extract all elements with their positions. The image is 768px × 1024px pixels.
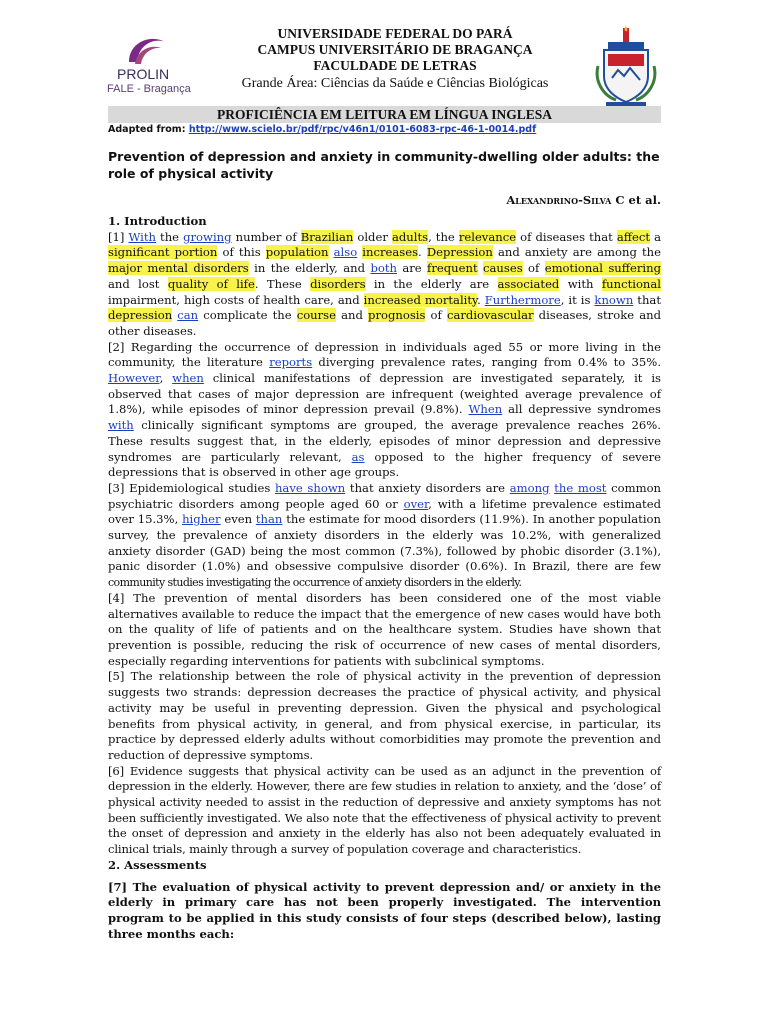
highlighted-term: emotional suffering xyxy=(544,261,662,276)
text-run: a xyxy=(650,229,661,244)
highlighted-term: functional xyxy=(601,276,662,291)
text-run: number of xyxy=(231,229,301,244)
section-heading-assessments: 2. Assessments xyxy=(108,857,207,872)
text-run: . xyxy=(477,292,485,307)
text-run: of diseases that xyxy=(516,229,617,244)
text-run: and xyxy=(336,308,369,323)
text-run: opposed to the higher frequency of severe depressions that is observed in other age groups. xyxy=(108,449,661,480)
underlined-term: as xyxy=(351,449,365,464)
highlighted-term: increases xyxy=(362,245,419,260)
source-line xyxy=(108,124,536,135)
prolin-swirl-icon xyxy=(107,28,187,68)
underlined-term: with xyxy=(108,418,134,433)
text-run: , it is xyxy=(560,292,595,307)
highlighted-term: population xyxy=(265,245,329,260)
underlined-term: can xyxy=(177,308,199,323)
text-run: in the elderly are xyxy=(365,276,498,291)
underlined-term: have shown xyxy=(274,480,346,495)
underlined-term: among xyxy=(509,480,550,495)
text-run: , with a lifetime prevalence estimated over 15.3%, xyxy=(108,496,661,527)
prolin-logo-subtext: FALE - Bragança xyxy=(107,83,191,95)
highlighted-term: cardiovascular xyxy=(446,308,534,323)
text-run: of xyxy=(522,261,545,276)
underlined-term: over xyxy=(403,496,429,511)
text-run: even xyxy=(220,512,256,527)
document-header xyxy=(200,26,590,94)
paragraph-4: [4] The prevention of mental disorders has been considered one of the most viable alternatives available to reduce the impact that the emergence of new cases would have both on the quality of life of patients and on the healthcare system. Studies have shown that prevention is possible, reducing the risk of occurrence of new cases of mental disorders, especially regarding interventions for patients with subclinical symptoms. xyxy=(108,590,661,668)
underlined-term: when xyxy=(172,371,204,386)
highlighted-term: adults xyxy=(391,229,429,244)
highlighted-term: increased mortality xyxy=(363,292,478,307)
text-run: of this xyxy=(217,245,266,260)
text-run: that xyxy=(633,292,661,307)
underlined-term: than xyxy=(255,512,283,527)
paragraph-3 xyxy=(108,481,661,591)
campus-name: CAMPUS UNIVERSITÁRIO DE BRAGANÇA xyxy=(257,42,533,57)
area-name: Grande Área: Ciências da Saúde e Ciências Biológicas xyxy=(241,76,549,91)
underlined-term: With xyxy=(128,229,157,244)
course-banner: PROFICIÊNCIA EM LEITURA EM LÍNGUA INGLESA xyxy=(108,106,661,123)
highlighted-term: frequent xyxy=(427,261,478,276)
highlighted-term: disorders xyxy=(310,276,366,291)
text-run: complicate the xyxy=(198,308,297,323)
paragraph-6: [6] Evidence suggests that physical activity can be used as an adjunct in the prevention of depression in the elderly. However, there are few studies in relation to anxiety, and the ‘dose’ of physical activity needed to assist in the reduction of depressive and anxiety symptoms has not been sufficiently investigated. We also note that the effectiveness of physical activity to prevent the onset of depression and anxiety in the elderly has also not been adequately evaluated in clinical trials, mainly through a survey of population coverage and characteristics. xyxy=(108,763,661,857)
underlined-term: When xyxy=(468,402,503,417)
highlighted-term: Brazilian xyxy=(300,229,354,244)
highlighted-term: depression xyxy=(108,308,173,323)
highlighted-term: major mental disorders xyxy=(108,261,249,276)
underlined-term: Furthermore xyxy=(484,292,561,307)
text-run: . xyxy=(418,245,427,260)
highlighted-term: affect xyxy=(616,229,651,244)
text-run: the estimate for mood disorders (11.9%). In another population survey, the prevalence of anxiety disorders in the elderly was 10.2%, with generalized anxiety disorder (GAD) being the most common (7.3%), followed by phobic disorder (3.1%), panic disorder (1.0%) and obsessive compulsive disorder (0.6%). In Brazil, there are few xyxy=(108,512,661,574)
text-run: impairment, high costs of health care, and xyxy=(108,292,364,307)
underlined-term: also xyxy=(333,245,358,260)
text-run: , the xyxy=(428,229,459,244)
text-run: all depressive syndromes xyxy=(502,402,661,417)
text-run: diseases, stroke and other diseases. xyxy=(108,308,661,338)
text-run: [2] Regarding the occurrence of depression in individuals aged 55 or more living in the community, the literature xyxy=(108,339,661,370)
text-run: diverging prevalence rates, ranging from 0.4% to 35%. xyxy=(312,355,662,370)
highlighted-term: prognosis xyxy=(368,308,426,323)
underlined-term: known xyxy=(594,292,634,307)
text-run: of xyxy=(425,308,447,323)
prolin-logo-text: PROLIN xyxy=(117,66,170,82)
underlined-term: the most xyxy=(554,480,607,495)
prolin-logo xyxy=(107,28,191,100)
text-run: that anxiety disorders are xyxy=(345,480,510,495)
source-label: Adapted from: xyxy=(108,124,186,135)
highlighted-term: associated xyxy=(497,276,560,291)
highlighted-term: significant portion xyxy=(108,245,218,260)
author-surname: Alexandrino-Silva xyxy=(506,193,612,207)
university-name: UNIVERSIDADE FEDERAL DO PARÁ xyxy=(277,26,513,41)
paragraph-5: [5] The relationship between the role of physical activity in the prevention of depression suggests two strands: depression decreases the practice of physical activity, and physical activity may be useful in preventing depression. Given the physical and psychological benefits from physical activity, in general, and from physical exercise, in particular, its practice by depressed elderly adults without comorbidities may promote the prevention and reduction of depressive symptoms. xyxy=(108,669,661,762)
highlighted-term: causes xyxy=(483,261,523,276)
highlighted-term: course xyxy=(296,308,336,323)
text-run: , xyxy=(159,371,173,386)
text-run: the xyxy=(156,229,184,244)
paragraph-7: [7] The evaluation of physical activity to prevent depression and/ or anxiety in the elderly in primary care has not been properly investigated. The intervention program to be applied in this study consists of four steps (described below), lasting three months each: xyxy=(108,879,661,941)
text-run: are xyxy=(396,261,428,276)
paragraph-2 xyxy=(108,340,661,481)
text-run: and lost xyxy=(108,276,168,291)
section-heading-introduction: 1. Introduction xyxy=(108,214,207,228)
article-body xyxy=(108,214,661,942)
text-run: and anxiety are among the xyxy=(492,245,661,260)
text-run: older xyxy=(353,229,392,244)
author-suffix: C et al. xyxy=(611,193,661,207)
text-run: clinical manifestations of depression are investigated separately, it is observed that cases of major depression are infrequent (weighted average prevalence of 1.8%), while episodes of minor depression prevail (9.8%). xyxy=(108,371,661,417)
source-link[interactable]: http://www.scielo.br/pdf/rpc/v46n1/0101-6083-rpc-46-1-0014.pdf xyxy=(188,124,537,135)
text-run: [3] Epidemiological studies xyxy=(108,480,275,495)
text-run: in the elderly, and xyxy=(248,261,371,276)
text-run: common psychiatric disorders among people aged 60 or xyxy=(108,480,662,511)
underlined-term: both xyxy=(370,261,397,276)
underlined-term: reports xyxy=(269,355,313,370)
text-run: [1] xyxy=(108,229,129,244)
underlined-term: higher xyxy=(182,512,221,527)
underlined-term: growing xyxy=(183,229,232,244)
faculty-name: FACULDADE DE LETRAS xyxy=(313,58,477,73)
article-title: Prevention of depression and anxiety in community-dwelling older adults: the role of physical activity xyxy=(108,149,660,181)
highlighted-term: Depression xyxy=(426,245,493,260)
text-run: clinically significant symptoms are grouped, the average prevalence reaches 26%. These results suggest that, in the elderly, episodes of minor depression and depressive syndromes are particularly relevant, xyxy=(108,418,661,464)
text-run: . These xyxy=(254,276,311,291)
highlighted-term: quality of life xyxy=(167,276,255,291)
highlighted-term: relevance xyxy=(458,229,517,244)
condensed-text: community studies investigating the occurrence of anxiety disorders in the elderly. xyxy=(108,576,522,590)
underlined-term: However xyxy=(108,371,160,386)
paragraph-1 xyxy=(108,230,661,340)
text-run: with xyxy=(559,276,602,291)
article-author xyxy=(506,193,661,207)
ufpa-crest-icon xyxy=(594,26,658,108)
